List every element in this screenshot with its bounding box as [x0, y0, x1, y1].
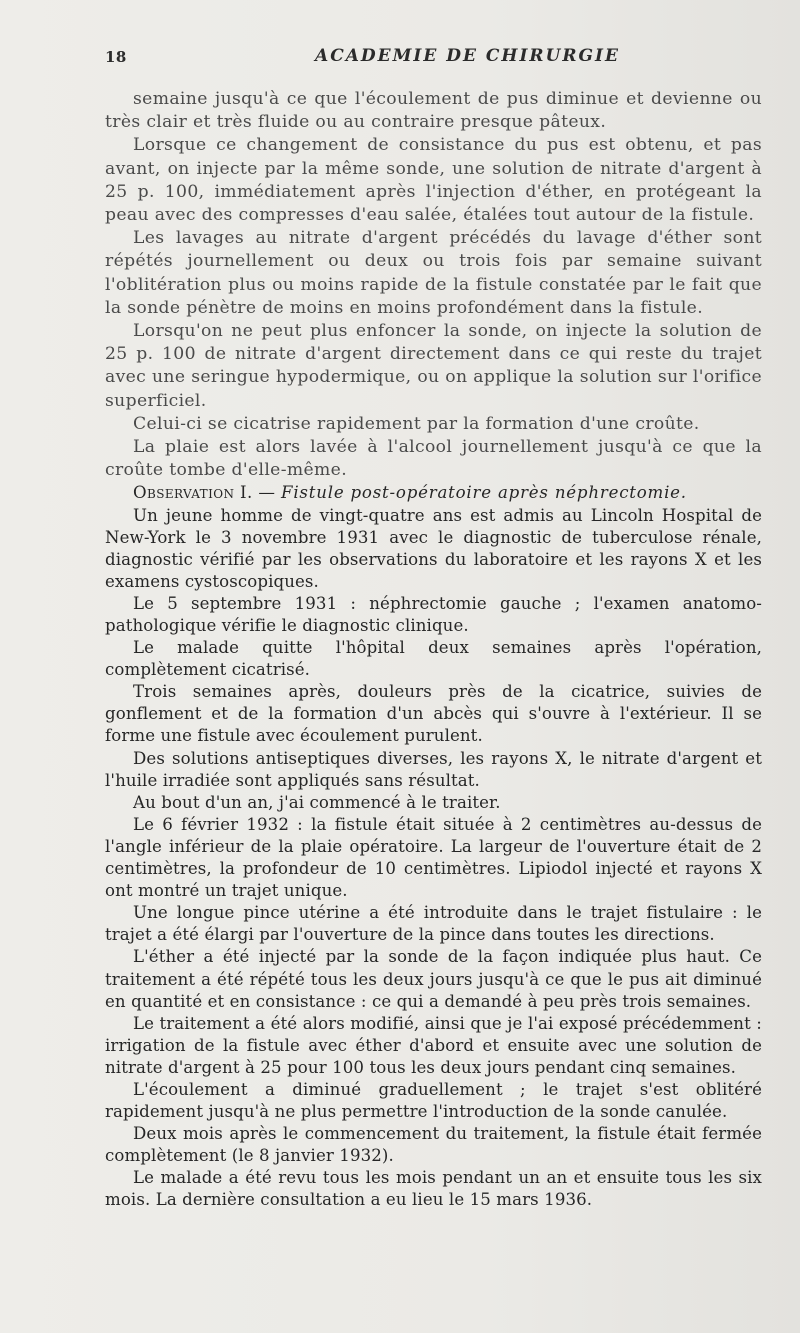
observation-heading — [105, 482, 762, 504]
paragraph: Trois semaines après, douleurs près de la cicatrice, suivies de gonflement et de la formation d'un abcès qui s'ouvre à l'extérieur. Il se forme une fistule avec écoulement purulent. — [105, 682, 762, 746]
paragraph: Le malade a été revu tous les mois pendant un an et ensuite tous les six mois. La dernière consultation a eu lieu le 15 mars 1936. — [105, 1168, 762, 1210]
observation-dash: — — [252, 483, 282, 503]
paragraph: Le malade quitte l'hôpital deux semaines après l'opération, complètement cicatrisé. — [105, 638, 762, 680]
paragraph: Lorsque ce changement de consistance du pus est obtenu, et pas avant, on injecte par la même sonde, une solution de nitrate d'argent à 25 p. 100, immédiatement après l'injection d'éther, en protégeant la peau avec des compresses d'eau salée, étalées tout autour de la fistule. — [105, 135, 762, 226]
observation-body — [105, 505, 762, 1212]
paragraph: Une longue pince utérine a été introduite dans le trajet fistulaire : le trajet a été élargi par l'ouverture de la pince dans toutes les directions. — [105, 903, 762, 945]
paragraph: Lorsqu'on ne peut plus enfoncer la sonde, on injecte la solution de 25 p. 100 de nitrate d'argent directement dans ce qui reste du trajet avec une seringue hypodermique, ou on applique la solution sur l'orifice superficiel. — [105, 321, 762, 411]
body-text-section — [105, 88, 762, 482]
paragraph: Deux mois après le commencement du traitement, la fistule était fermée complètement (le 8 janvier 1932). — [105, 1124, 762, 1166]
running-title: ACADEMIE DE CHIRURGIE — [315, 46, 620, 66]
observation-label: Observation I. — [133, 483, 253, 503]
paragraph: Celui-ci se cicatrise rapidement par la formation d'une croûte. — [133, 413, 700, 434]
paragraph: Les lavages au nitrate d'argent précédés du lavage d'éther sont répétés journellement ou deux ou trois fois par semaine suivant l'oblitération plus ou moins rapide de la fistule constatée par le fait que la sonde pénètre de moins en moins profondément dans la fistule. — [105, 228, 762, 318]
paragraph: Des solutions antiseptiques diverses, les rayons X, le nitrate d'argent et l'huile irradiée sont appliqués sans résultat. — [105, 748, 762, 790]
paragraph: Au bout d'un an, j'ai commencé à le traiter. — [133, 792, 501, 812]
page-number: 18 — [105, 48, 127, 66]
paragraph: Le 6 février 1932 : la fistule était située à 2 centimètres au-dessus de l'angle inférieur de la plaie opératoire. La largeur de l'ouverture était de 2 centimètres, la profondeur de 10 centimètres. Lipiodol injecté et rayons X ont montré un trajet unique. — [105, 814, 762, 901]
paragraph: L'éther a été injecté par la sonde de la façon indiquée plus haut. Ce traitement a été répété tous les deux jours jusqu'à ce que le pus ait diminué en quantité et en consistance : ce qui a demandé à peu près trois semaines. — [105, 947, 762, 1011]
paragraph: Un jeune homme de vingt-quatre ans est admis au Lincoln Hospital de New-York le 3 novembre 1931 avec le diagnostic de tuberculose rénale, diagnostic vérifié par les observations du laboratoire et les rayons X et les examens cystoscopiques. — [105, 505, 762, 591]
paragraph: Le traitement a été alors modifié, ainsi que je l'ai exposé précédemment : irrigation de la fistule avec éther d'abord et ensuite avec une solution de nitrate d'argent à 25 pour 100 tous les deux jours pendant cinq semaines. — [105, 1013, 762, 1077]
paragraph: semaine jusqu'à ce que l'écoulement de pus diminue et devienne ou très clair et très fluide ou au contraire presque pâteux. — [105, 89, 762, 133]
observation-title: Fistule post-opératoire après néphrectomie. — [281, 483, 687, 503]
paragraph: La plaie est alors lavée à l'alcool journellement jusqu'à ce que la croûte tombe d'elle-même. — [105, 437, 762, 481]
paragraph: Le 5 septembre 1931 : néphrectomie gauche ; l'examen anatomo-pathologique vérifie le diagnostic clinique. — [105, 593, 762, 636]
page-header — [105, 44, 762, 74]
paragraph: L'écoulement a diminué graduellement ; le trajet s'est oblitéré rapidement jusqu'à ne plus permettre l'introduction de la sonde canulée. — [105, 1079, 762, 1122]
